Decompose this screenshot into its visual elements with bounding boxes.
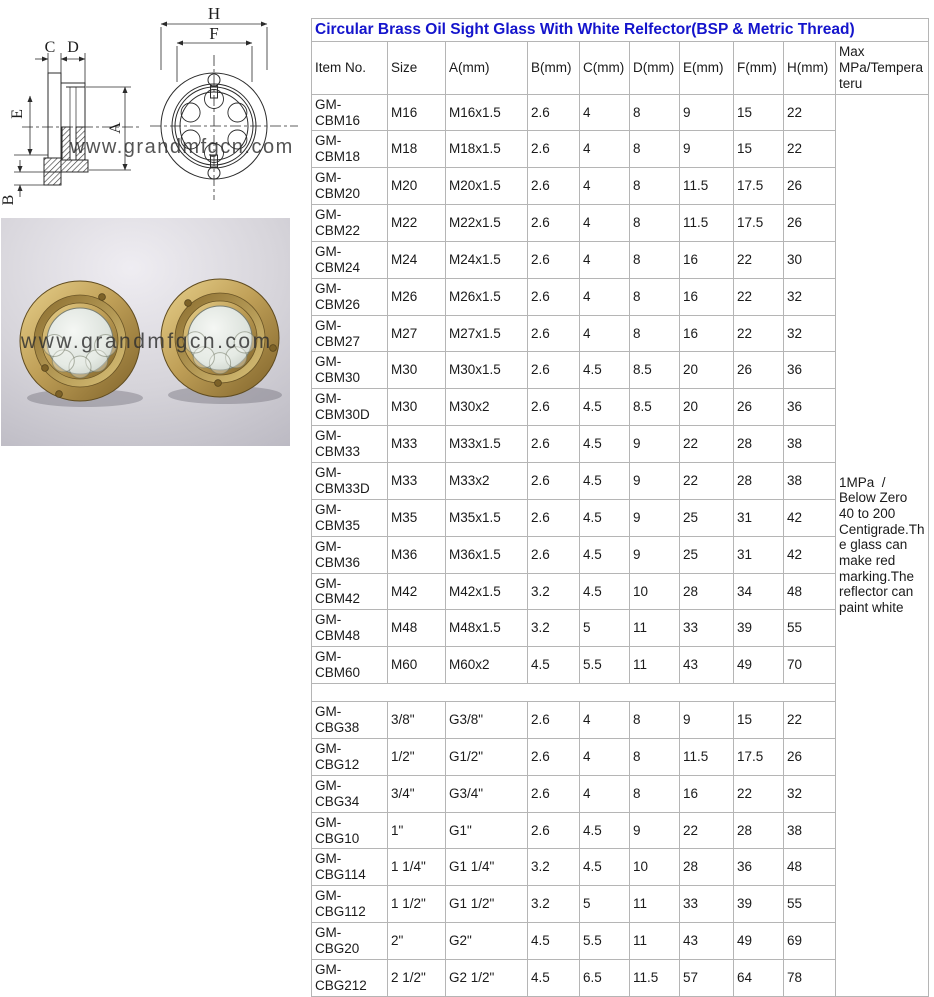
table-cell: 9 [680,131,734,168]
table-cell: 25 [680,499,734,536]
column-header: Size [388,41,446,94]
table-cell: GM-CBG34 [312,775,388,812]
table-cell: M24x1.5 [446,241,528,278]
table-cell: 2.6 [528,812,580,849]
table-cell: 2.6 [528,94,580,131]
table-cell: 2.6 [528,352,580,389]
dim-label-d: D [67,39,79,56]
table-cell: 26 [734,352,784,389]
table-cell: M60x2 [446,647,528,684]
table-cell: 55 [784,886,836,923]
table-cell: 4.5 [528,923,580,960]
table-cell: GM-CBM20 [312,168,388,205]
product-photo [1,218,290,446]
table-cell: 48 [784,573,836,610]
table-cell: 5 [580,610,630,647]
table-cell: 49 [734,647,784,684]
table-cell: 26 [784,738,836,775]
table-cell: 28 [680,849,734,886]
table-cell: 8 [630,168,680,205]
table-cell: M42x1.5 [446,573,528,610]
table-cell: 8 [630,738,680,775]
table-cell: 2 1/2" [388,959,446,996]
table-cell: 3/8" [388,702,446,739]
column-header: D(mm) [630,41,680,94]
table-cell: 38 [784,426,836,463]
table-cell: M16x1.5 [446,94,528,131]
column-header: Max MPa/Temperateru [836,41,929,94]
column-header: F(mm) [734,41,784,94]
dim-label-c: C [44,39,56,56]
note-cell: 1MPa / Below Zero 40 to 200 Centigrade.The glass can make red marking.The reflector can paint white [836,94,929,996]
table-cell: 2.6 [528,389,580,426]
table-cell: 4 [580,131,630,168]
table-cell: 32 [784,775,836,812]
drawing-watermark: www.grandmfgcn.com [70,136,294,158]
table-cell: 22 [680,426,734,463]
table-cell: 2.6 [528,738,580,775]
table-cell: 4 [580,775,630,812]
table-cell: 28 [734,463,784,500]
table-cell: 22 [734,315,784,352]
table-cell: 11 [630,886,680,923]
table-cell: 10 [630,849,680,886]
page-title: Circular Brass Oil Sight Glass With White Relfector(BSP & Metric Thread) [312,19,929,42]
table-cell: 36 [784,389,836,426]
table-cell: M27 [388,315,446,352]
table-cell: M26 [388,278,446,315]
table-cell: 57 [680,959,734,996]
table-cell: GM-CBM24 [312,241,388,278]
table-cell: G1/2" [446,738,528,775]
table-cell: GM-CBM42 [312,573,388,610]
table-cell: 2.6 [528,131,580,168]
table-cell: GM-CBM33 [312,426,388,463]
table-cell: 2.6 [528,463,580,500]
table-row [312,94,929,131]
table-cell: 38 [784,812,836,849]
table-cell: G3/4" [446,775,528,812]
column-header: E(mm) [680,41,734,94]
table-cell: M30 [388,352,446,389]
table-cell: 8 [630,315,680,352]
table-cell: 3.2 [528,573,580,610]
table-cell: GM-CBM26 [312,278,388,315]
table-cell: M22x1.5 [446,205,528,242]
table-cell: 8.5 [630,352,680,389]
table-cell: 6.5 [580,959,630,996]
table-cell: 28 [680,573,734,610]
table-cell: 2.6 [528,702,580,739]
table-cell: M20 [388,168,446,205]
table-cell: 22 [784,702,836,739]
table-cell: M33x2 [446,463,528,500]
table-cell: 8 [630,131,680,168]
table-cell: 4.5 [580,463,630,500]
table-cell: 33 [680,610,734,647]
table-cell: 11 [630,610,680,647]
table-cell: 16 [680,775,734,812]
table-cell: GM-CBM36 [312,536,388,573]
table-cell: 1 1/2" [388,886,446,923]
table-cell: GM-CBM60 [312,647,388,684]
table-cell: GM-CBG10 [312,812,388,849]
table-cell: 69 [784,923,836,960]
table-cell: 2.6 [528,168,580,205]
table-cell: 25 [680,536,734,573]
table-cell: 4 [580,278,630,315]
table-cell: 5 [580,886,630,923]
table-cell: M18 [388,131,446,168]
table-cell: M30x1.5 [446,352,528,389]
table-cell: 4 [580,738,630,775]
table-cell: G1 1/2" [446,886,528,923]
table-cell: 26 [784,168,836,205]
table-cell: 3/4" [388,775,446,812]
table-cell: 2.6 [528,241,580,278]
table-cell: 5.5 [580,923,630,960]
table-cell: GM-CBM33D [312,463,388,500]
column-header: A(mm) [446,41,528,94]
table-cell: 16 [680,241,734,278]
table-cell: G2" [446,923,528,960]
table-cell: 30 [784,241,836,278]
table-cell: M36 [388,536,446,573]
table-cell: 4 [580,168,630,205]
table-cell: 4.5 [580,812,630,849]
table-cell: 55 [784,610,836,647]
technical-drawing [0,0,310,212]
table-cell: M48 [388,610,446,647]
table-cell: 11.5 [680,168,734,205]
table-cell: 4.5 [528,959,580,996]
column-header: B(mm) [528,41,580,94]
table-cell: 3.2 [528,849,580,886]
table-cell: 4 [580,205,630,242]
table-cell: GM-CBM30D [312,389,388,426]
table-cell: 20 [680,352,734,389]
table-cell: 11.5 [680,738,734,775]
photo-watermark: www.grandmfgcn.com [21,330,273,353]
table-cell: 39 [734,886,784,923]
table-cell: 8 [630,241,680,278]
table-cell: 43 [680,923,734,960]
table-cell: M35 [388,499,446,536]
table-cell: GM-CBG112 [312,886,388,923]
table-cell: G1 1/4" [446,849,528,886]
separator-cell [312,684,836,702]
table-cell: 2.6 [528,426,580,463]
table-cell: 32 [784,315,836,352]
table-cell: 9 [630,426,680,463]
table-cell: 78 [784,959,836,996]
table-cell: 22 [680,463,734,500]
table-cell: 4 [580,94,630,131]
spec-table [311,18,929,997]
table-cell: M16 [388,94,446,131]
table-cell: 43 [680,647,734,684]
table-cell: 11 [630,647,680,684]
table-cell: 2.6 [528,536,580,573]
header-row [312,41,929,94]
table-cell: 4 [580,315,630,352]
table-cell: 26 [784,205,836,242]
table-cell: GM-CBM18 [312,131,388,168]
table-cell: GM-CBM22 [312,205,388,242]
table-cell: GM-CBM30 [312,352,388,389]
title-row [312,19,929,42]
table-cell: M22 [388,205,446,242]
table-cell: M33 [388,463,446,500]
table-cell: 9 [630,812,680,849]
table-cell: M24 [388,241,446,278]
table-cell: 48 [784,849,836,886]
table-cell: 22 [784,94,836,131]
table-cell: 31 [734,536,784,573]
column-header: Item No. [312,41,388,94]
table-cell: 4.5 [580,573,630,610]
table-cell: 49 [734,923,784,960]
table-cell: 4 [580,702,630,739]
table-cell: 42 [784,536,836,573]
table-cell: M26x1.5 [446,278,528,315]
table-cell: 5.5 [580,647,630,684]
table-cell: 1" [388,812,446,849]
table-cell: G1" [446,812,528,849]
table-cell: M18x1.5 [446,131,528,168]
table-cell: 9 [680,94,734,131]
table-cell: 2.6 [528,205,580,242]
table-cell: 9 [630,536,680,573]
table-cell: 17.5 [734,168,784,205]
table-cell: 32 [784,278,836,315]
table-cell: 8 [630,278,680,315]
table-cell: 4.5 [528,647,580,684]
table-cell: 4.5 [580,352,630,389]
table-cell: GM-CBM48 [312,610,388,647]
table-cell: 28 [734,426,784,463]
table-cell: GM-CBG12 [312,738,388,775]
dim-label-f: F [209,24,219,43]
table-cell: 16 [680,315,734,352]
table-cell: G2 1/2" [446,959,528,996]
table-cell: 2.6 [528,775,580,812]
table-cell: 38 [784,463,836,500]
table-cell: M30x2 [446,389,528,426]
table-cell: M33 [388,426,446,463]
table-cell: 39 [734,610,784,647]
table-cell: M30 [388,389,446,426]
front-view [150,24,298,200]
table-cell: 22 [784,131,836,168]
table-cell: 22 [734,241,784,278]
table-cell: 4.5 [580,849,630,886]
table-cell: 9 [630,463,680,500]
table-cell: 31 [734,499,784,536]
dim-label-h: H [207,4,221,23]
table-cell: M27x1.5 [446,315,528,352]
table-cell: 16 [680,278,734,315]
dim-label-a: A [107,122,124,134]
table-cell: 17.5 [734,738,784,775]
table-cell: 22 [734,278,784,315]
dim-label-b: B [0,194,17,206]
table-cell: 3.2 [528,886,580,923]
table-cell: GM-CBM35 [312,499,388,536]
table-cell: 15 [734,702,784,739]
table-cell: 2" [388,923,446,960]
table-cell: GM-CBG20 [312,923,388,960]
table-cell: 36 [784,352,836,389]
table-cell: M36x1.5 [446,536,528,573]
table-cell: GM-CBG114 [312,849,388,886]
table-cell: GM-CBG38 [312,702,388,739]
table-cell: 2.6 [528,278,580,315]
table-cell: 17.5 [734,205,784,242]
table-cell: 64 [734,959,784,996]
table-cell: 4.5 [580,499,630,536]
table-cell: 1 1/4" [388,849,446,886]
table-cell: GM-CBG212 [312,959,388,996]
table-cell: 10 [630,573,680,610]
dim-label-e: E [9,109,26,119]
column-header: H(mm) [784,41,836,94]
table-cell: 8 [630,205,680,242]
table-cell: 42 [784,499,836,536]
table-cell: GM-CBM16 [312,94,388,131]
table-cell: M20x1.5 [446,168,528,205]
table-cell: 15 [734,94,784,131]
column-header: C(mm) [580,41,630,94]
table-cell: 20 [680,389,734,426]
table-cell: 9 [680,702,734,739]
table-cell: M33x1.5 [446,426,528,463]
table-cell: 8 [630,775,680,812]
table-cell: 9 [630,499,680,536]
table-cell: 36 [734,849,784,886]
table-cell: 8.5 [630,389,680,426]
table-cell: 15 [734,131,784,168]
table-cell: G3/8" [446,702,528,739]
table-cell: 4.5 [580,389,630,426]
table-cell: 1/2" [388,738,446,775]
table-cell: 2.6 [528,315,580,352]
table-cell: 8 [630,94,680,131]
table-cell: 34 [734,573,784,610]
table-cell: M60 [388,647,446,684]
table-cell: M35x1.5 [446,499,528,536]
table-cell: 4 [580,241,630,278]
table-cell: 3.2 [528,610,580,647]
table-cell: GM-CBM27 [312,315,388,352]
table-cell: 33 [680,886,734,923]
table-cell: M48x1.5 [446,610,528,647]
table-cell: 11 [630,923,680,960]
table-cell: 22 [680,812,734,849]
table-cell: 8 [630,702,680,739]
table-cell: 28 [734,812,784,849]
table-cell: 70 [784,647,836,684]
table-cell: M42 [388,573,446,610]
table-cell: 11.5 [630,959,680,996]
table-cell: 11.5 [680,205,734,242]
table-cell: 4.5 [580,426,630,463]
table-cell: 2.6 [528,499,580,536]
table-cell: 22 [734,775,784,812]
table-cell: 4.5 [580,536,630,573]
table-cell: 26 [734,389,784,426]
